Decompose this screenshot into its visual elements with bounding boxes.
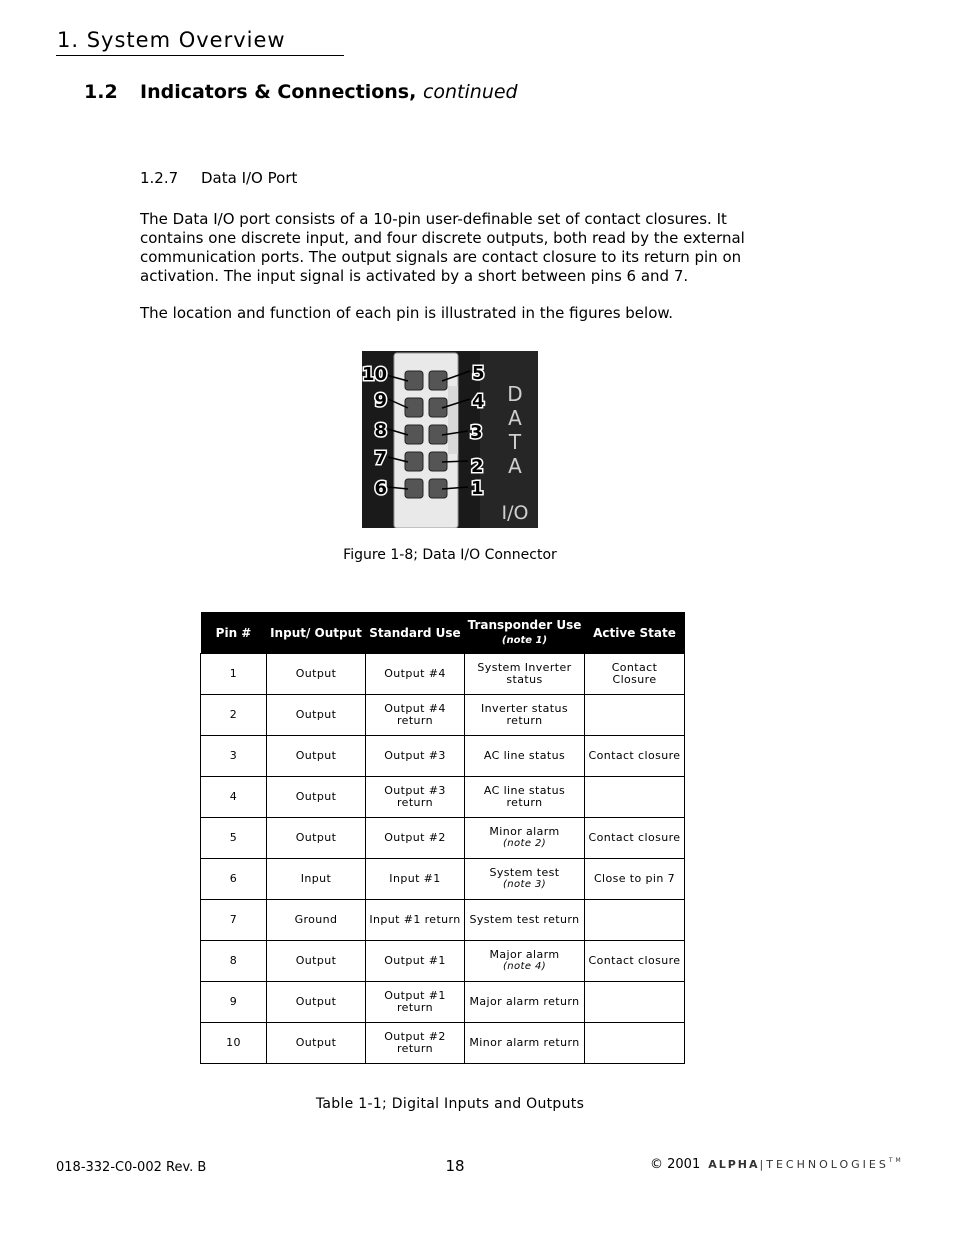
- figure-caption: Figure 1-8; Data I/O Connector: [343, 547, 557, 563]
- cell-pin: 6: [201, 859, 267, 900]
- transponder-note: (note 4): [502, 961, 547, 972]
- cell-standard-use: Output #2: [366, 818, 465, 859]
- table-row: [201, 1023, 685, 1064]
- cell-standard-use: Output #4 return: [366, 695, 465, 736]
- pin-label-1: 1: [471, 478, 484, 499]
- cell-io: Output: [267, 818, 366, 859]
- table-row: [201, 859, 685, 900]
- pin-function-table: [200, 612, 685, 1064]
- header-standard-use: Standard Use: [366, 612, 465, 654]
- header-transponder-use: Transponder Use (note 1): [465, 612, 585, 654]
- cell-transponder-use: Major alarm return: [465, 982, 585, 1023]
- cell-standard-use: Input #1: [366, 859, 465, 900]
- cell-active-state: Contact closure: [585, 736, 685, 777]
- cell-transponder-use: AC line status return: [465, 777, 585, 818]
- table-row: [201, 736, 685, 777]
- panel-letter: A: [508, 454, 522, 478]
- page-number: 18: [445, 1157, 465, 1175]
- cell-active-state: Contact closure: [585, 941, 685, 982]
- chapter-underline: [56, 55, 344, 56]
- cell-pin: 2: [201, 695, 267, 736]
- transponder-note: (note 2): [502, 838, 547, 849]
- cell-active-state: [585, 982, 685, 1023]
- cell-pin: 9: [201, 982, 267, 1023]
- section-number: 1.2: [84, 81, 118, 103]
- cell-io: Output: [267, 777, 366, 818]
- table-row: [201, 695, 685, 736]
- cell-transponder-use: Inverter status return: [465, 695, 585, 736]
- section-suffix: continued: [422, 81, 518, 103]
- cell-standard-use: Output #4: [366, 654, 465, 695]
- cell-io: Output: [267, 654, 366, 695]
- subsection-title: Data I/O Port: [201, 169, 298, 187]
- cell-active-state: Close to pin 7: [585, 859, 685, 900]
- cell-pin: 5: [201, 818, 267, 859]
- header-active-state: Active State: [585, 612, 685, 654]
- cell-io: Output: [267, 982, 366, 1023]
- pin-label-6: 6: [374, 478, 387, 499]
- cell-io: Input: [267, 859, 366, 900]
- cell-io: Output: [267, 941, 366, 982]
- table-row: [201, 654, 685, 695]
- copyright-text: © 2001: [650, 1157, 701, 1172]
- cell-transponder-use: Minor alarm (note 2): [465, 818, 585, 859]
- connector-latch: [448, 386, 458, 454]
- table-row: [201, 941, 685, 982]
- panel-letter: T: [508, 430, 522, 454]
- cell-pin: 4: [201, 777, 267, 818]
- section-heading: [84, 81, 518, 103]
- cell-pin: 1: [201, 654, 267, 695]
- cell-pin: 3: [201, 736, 267, 777]
- header-pin: Pin #: [201, 612, 267, 654]
- cell-pin: 7: [201, 900, 267, 941]
- cell-active-state: Contact closure: [585, 818, 685, 859]
- cell-standard-use: Output #3: [366, 736, 465, 777]
- pin-label-5: 5: [472, 363, 485, 384]
- cell-standard-use: Output #2 return: [366, 1023, 465, 1064]
- cell-io: Output: [267, 1023, 366, 1064]
- cell-transponder-use: AC line status: [465, 736, 585, 777]
- cell-active-state: [585, 777, 685, 818]
- cell-transponder-use: Minor alarm return: [465, 1023, 585, 1064]
- cell-active-state: [585, 1023, 685, 1064]
- footer-copyright: [650, 1157, 904, 1172]
- cell-pin: 10: [201, 1023, 267, 1064]
- pin-label-8: 8: [374, 420, 387, 441]
- cell-transponder-use: System test (note 3): [465, 859, 585, 900]
- cell-active-state: [585, 695, 685, 736]
- cell-standard-use: Output #1 return: [366, 982, 465, 1023]
- table-header-row: [201, 612, 685, 654]
- cell-active-state: [585, 900, 685, 941]
- subsection-heading: [140, 169, 297, 187]
- cell-standard-use: Input #1 return: [366, 900, 465, 941]
- subsection-number: 1.2.7: [140, 169, 179, 187]
- table-row: [201, 818, 685, 859]
- cell-standard-use: Output #3 return: [366, 777, 465, 818]
- cell-standard-use: Output #1: [366, 941, 465, 982]
- table-row: [201, 777, 685, 818]
- header-note: (note 1): [501, 634, 548, 646]
- company-logo: ALPHA|TECHNOLOGIES™: [708, 1157, 904, 1171]
- cell-io: Ground: [267, 900, 366, 941]
- cell-pin: 8: [201, 941, 267, 982]
- table-row: [201, 900, 685, 941]
- panel-letter: A: [508, 406, 522, 430]
- transponder-note: (note 3): [502, 879, 547, 890]
- document-number: 018-332-C0-002 Rev. B: [56, 1160, 207, 1175]
- panel-letter: D: [507, 382, 523, 406]
- location-paragraph: The location and function of each pin is illustrated in the figures below.: [140, 304, 674, 322]
- data-io-connector-figure: [362, 351, 538, 528]
- header-io: Input/ Output: [267, 612, 366, 654]
- cell-transponder-use: Major alarm (note 4): [465, 941, 585, 982]
- cell-io: Output: [267, 736, 366, 777]
- section-title: Indicators & Connections,: [140, 81, 417, 103]
- pin-label-9: 9: [374, 390, 387, 411]
- intro-paragraph: The Data I/O port consists of a 10-pin user-definable set of contact closures. It contains one discrete input, and four discrete outputs, both read by the external communication ports. The output signals are contact closure to its return pin on activation. The input signal is activated by a short between pins 6 and 7.: [140, 210, 745, 285]
- pin-label-3: 3: [470, 422, 483, 443]
- panel-io-label: I/O: [501, 502, 529, 524]
- cell-active-state: Contact Closure: [585, 654, 685, 695]
- chapter-title: 1. System Overview: [57, 28, 286, 52]
- pin-label-2: 2: [471, 456, 484, 477]
- pin-label-4: 4: [472, 391, 485, 412]
- cell-transponder-use: System Inverter status: [465, 654, 585, 695]
- table-caption: Table 1-1; Digital Inputs and Outputs: [315, 1096, 585, 1112]
- cell-transponder-use: System test return: [465, 900, 585, 941]
- pin-label-10: 10: [362, 364, 387, 385]
- pin-label-7: 7: [374, 448, 387, 469]
- table-row: [201, 982, 685, 1023]
- cell-io: Output: [267, 695, 366, 736]
